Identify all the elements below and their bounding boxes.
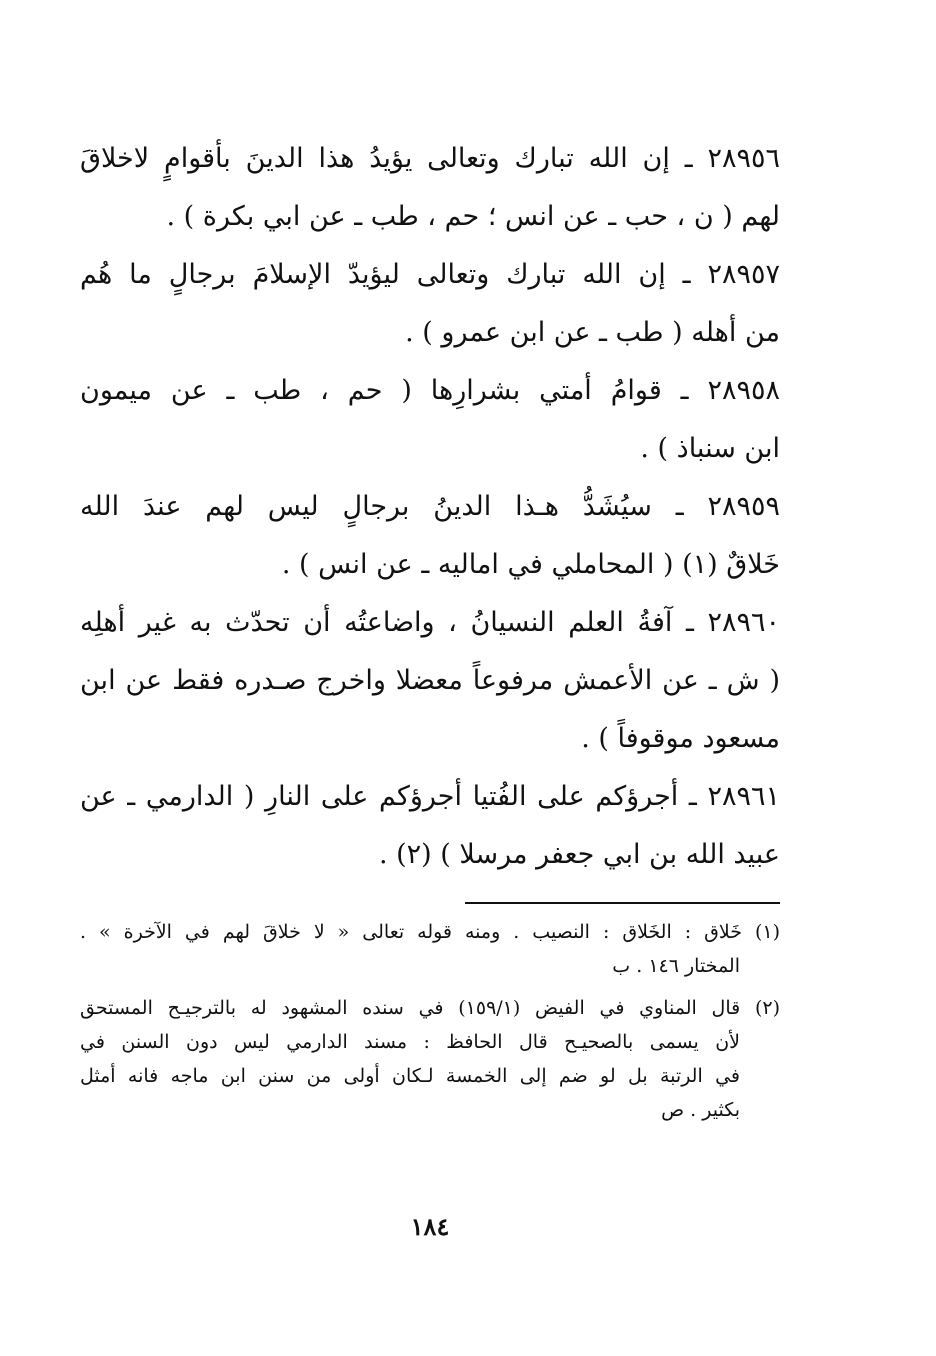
hadith-line: ٢٨٩٦١ ـ أجرؤكم على الفُتيا أجرؤكم على النارِ ( الدارمي ـ عن xyxy=(80,781,780,812)
hadith-entry-28958 xyxy=(80,362,780,478)
footnote-divider xyxy=(465,902,780,904)
footnote-line: لأن يسمى بالصحيـح قال الحافظ : مسند الدارمي ليس دون السنن في xyxy=(80,1031,740,1053)
hadith-line: من أهله ( طب ـ عن ابن عمرو ) . xyxy=(405,317,780,348)
hadith-entry-28957 xyxy=(80,246,780,362)
hadith-line: خَلاقٌ (١) ( المحاملي في اماليه ـ عن انس ) . xyxy=(281,549,780,580)
document-page xyxy=(80,0,780,1356)
footnote-line: المختار ١٤٦ . ب xyxy=(612,955,740,977)
page-number: ١٨٤ xyxy=(410,1212,450,1241)
hadith-entry-28959 xyxy=(80,478,780,594)
hadith-line: ٢٨٩٥٦ ـ إن الله تبارك وتعالى يؤيدُ هذا الدينَ بأقوامٍ لاخلاقَ xyxy=(80,143,780,174)
footnote-line: بكثير . ص xyxy=(661,1099,740,1121)
hadith-line: مسعود موقوفاً ) . xyxy=(581,723,780,754)
hadith-line: عبيد الله بن ابي جعفر مرسلا ) (٢) . xyxy=(378,839,780,870)
footnote-line: في الرتبة بل لو ضم إلى الخمسة لـكان أولى من سنن ابن ماجه فانه أمثل xyxy=(80,1065,740,1087)
hadith-line: لهم ( ن ، حب ـ عن انس ؛ حم ، طب ـ عن ابي بكرة ) . xyxy=(166,201,780,232)
hadith-line: ٢٨٩٥٧ ـ إن الله تبارك وتعالى ليؤيدّ الإسلامَ برجالٍ ما هُم xyxy=(80,259,780,290)
hadith-line: ٢٨٩٥٩ ـ سيُشَدُّ هـذا الدينُ برجالٍ ليس لهم عندَ الله xyxy=(80,491,780,522)
footnote-2 xyxy=(80,991,780,1127)
hadith-entry-28961 xyxy=(80,768,780,884)
footnote-list xyxy=(80,915,780,1127)
hadith-line: ( ش ـ عن الأعمش مرفوعاً معضلا واخرج صـدره فقط عن ابن xyxy=(80,665,780,696)
hadith-line: ابن سنباذ ) . xyxy=(640,433,780,464)
hadith-entry-28956 xyxy=(80,130,780,246)
footnote-line: (١) خَلاق : الخَلاق : النصيب . ومنه قوله تعالى « لا خلاقَ لهم في الآخرة » . xyxy=(80,921,780,943)
footnote-1 xyxy=(80,915,780,983)
hadith-entry-28960 xyxy=(80,594,780,768)
hadith-line: ٢٨٩٦٠ ـ آفةُ العلم النسيانُ ، واضاعتُه أن تحدّث به غير أهلِه xyxy=(80,607,780,638)
hadith-line: ٢٨٩٥٨ ـ قوامُ أمتي بشرارِها ( حم ، طب ـ عن ميمون xyxy=(80,375,780,406)
footnote-line: (٢) قال المناوي في الفيض (١٥٩/١) في سنده المشهود له بالترجيـح المستحق xyxy=(80,997,780,1019)
hadith-list xyxy=(80,130,780,884)
